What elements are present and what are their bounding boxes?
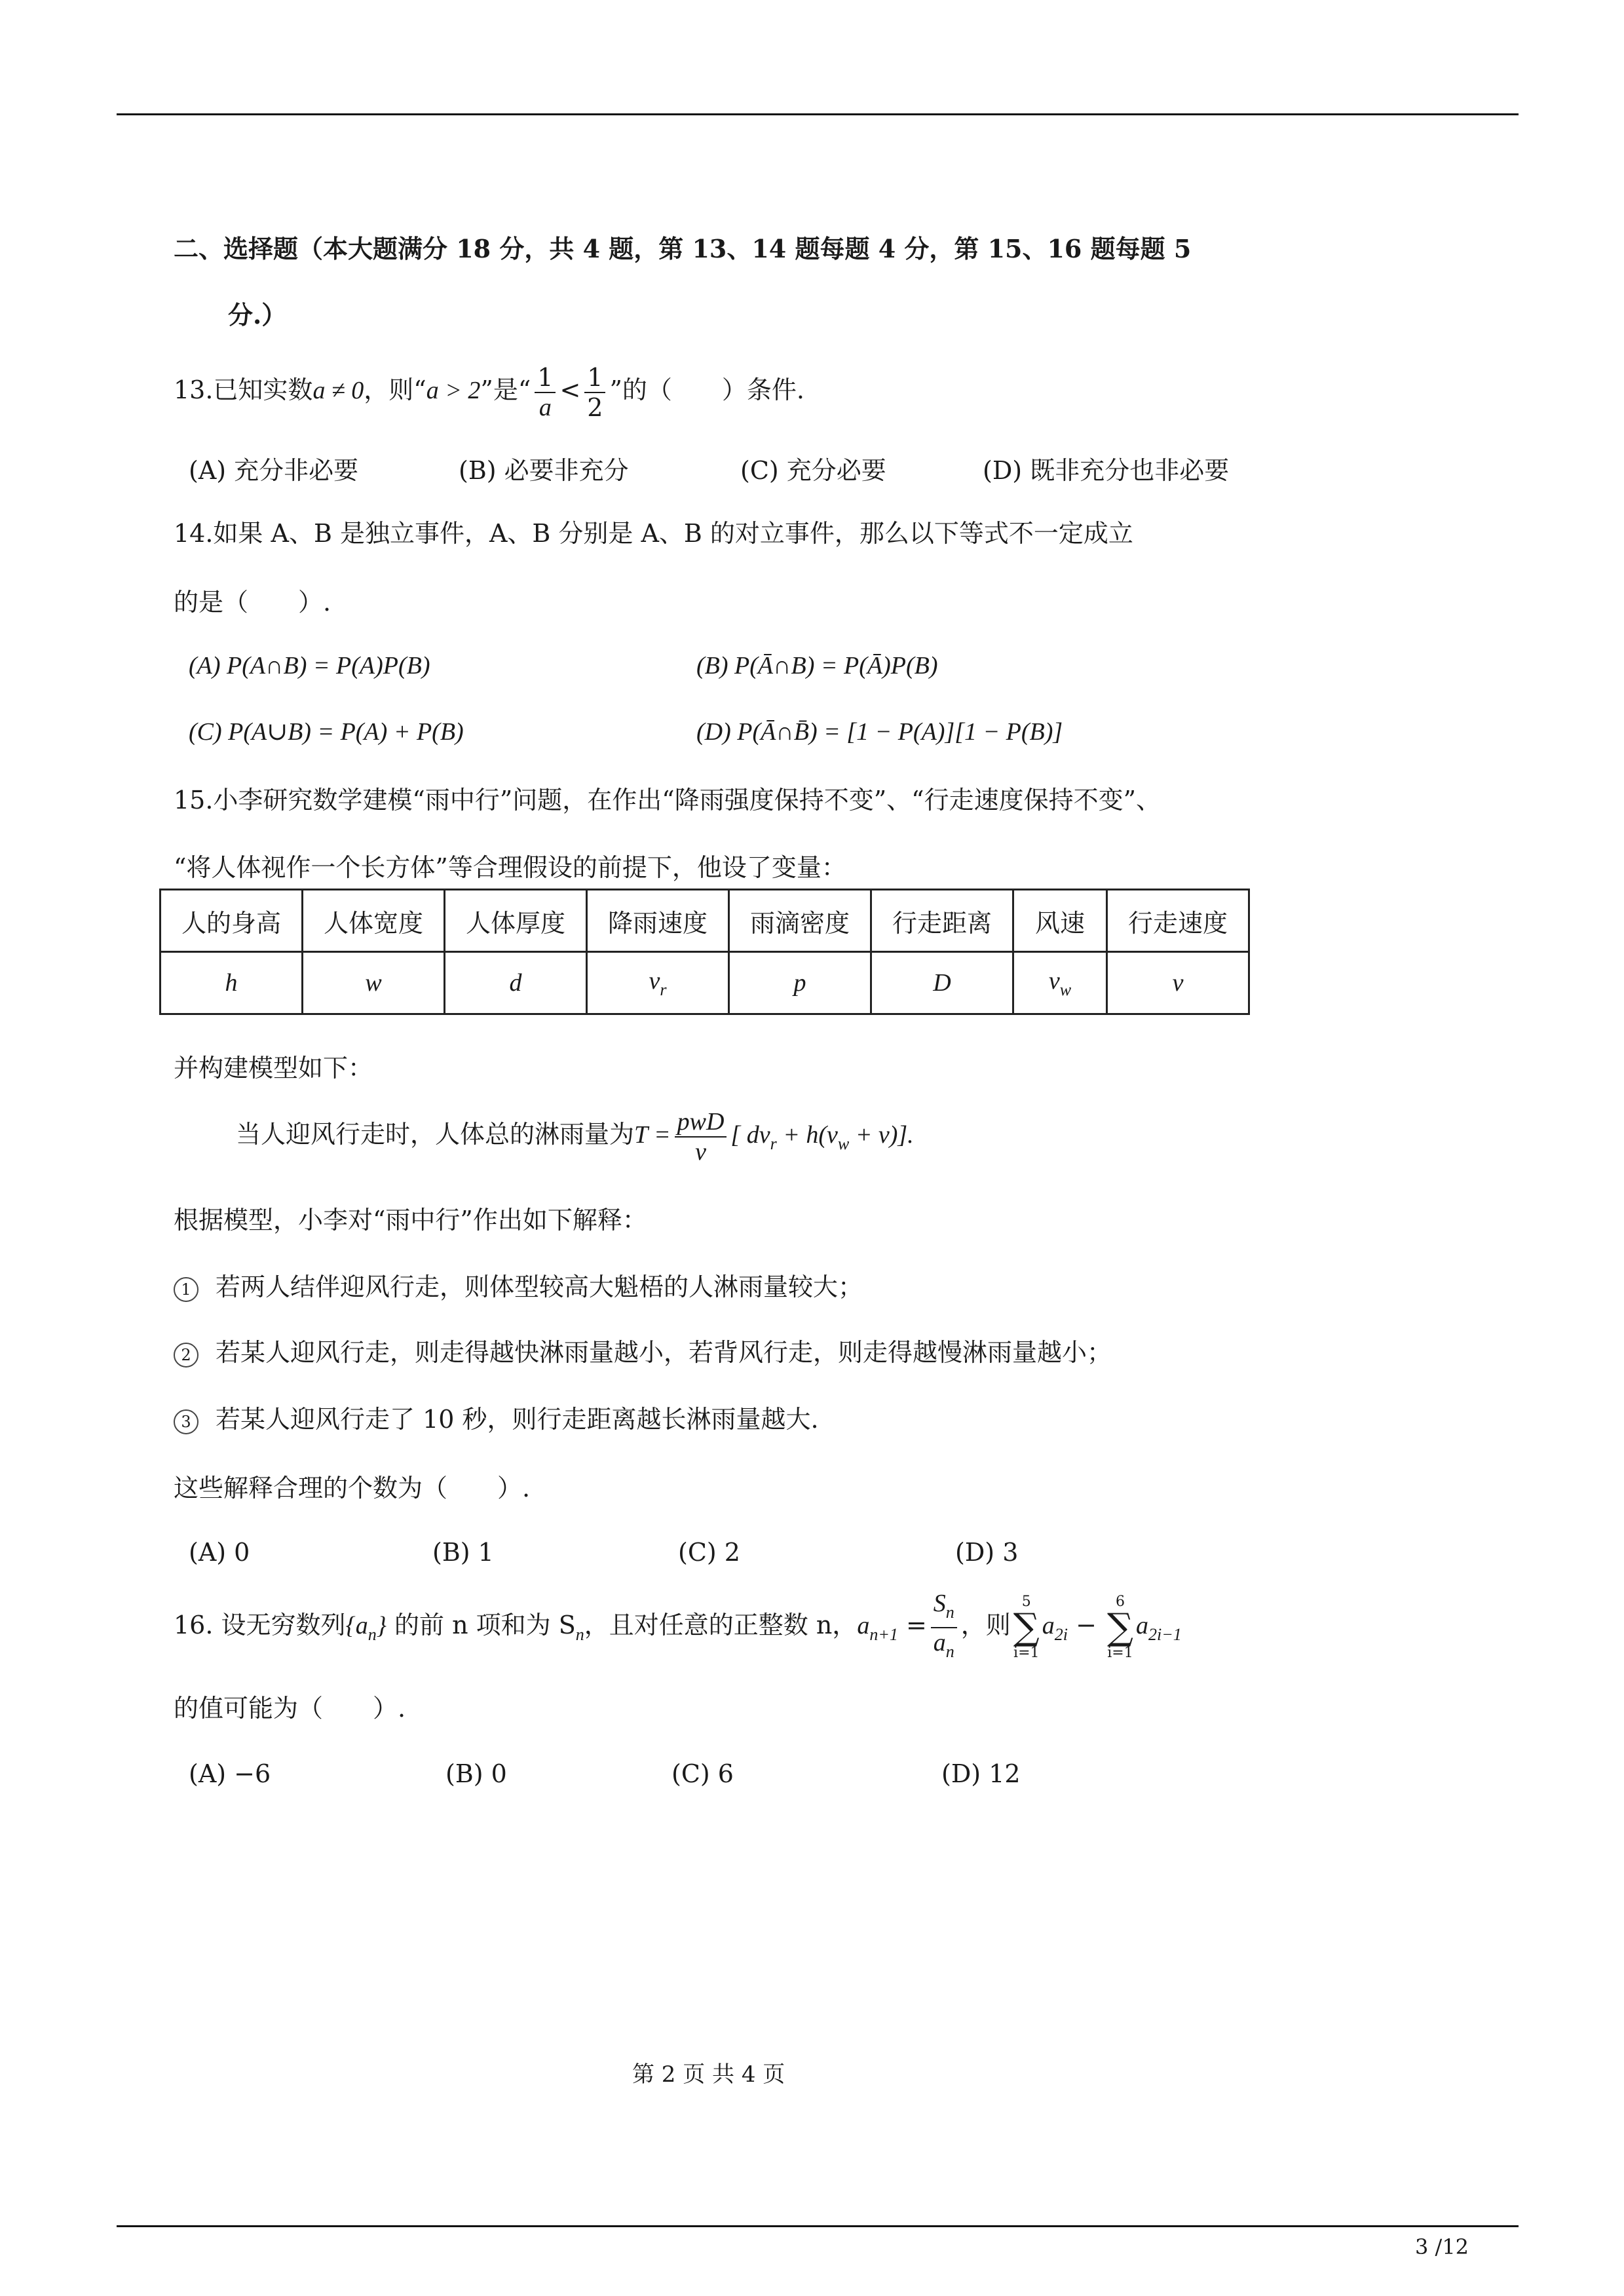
page-label: 第 2 页 共 4 页 <box>632 2061 785 2088</box>
table-symbol-cell: w <box>303 952 445 1014</box>
page-counter: 3 /12 <box>1415 2234 1469 2259</box>
explain-item-1: 1 若两人结伴迎风行走，则体型较高大魁梧的人淋雨量较大； <box>174 1271 863 1303</box>
q15-stem-line2: “将人体视作一个长方体”等合理假设的前提下，他设了变量： <box>174 853 846 882</box>
table-row <box>161 890 1249 952</box>
q13-option-a: (A) 充分非必要 <box>189 456 359 485</box>
table-header-cell: 人的身高 <box>161 890 303 952</box>
q16-stem-line2: 的值可能为（ ）. <box>174 1694 406 1723</box>
q13-frac-1: $\frac{1}{a}$ <box>535 363 556 422</box>
q15-option-b: (B) 1 <box>432 1538 494 1567</box>
q16-option-d: (D) 12 <box>941 1759 1021 1788</box>
table-symbol-cell: d <box>445 952 587 1014</box>
q13-option-b: (B) 必要非充分 <box>459 456 629 485</box>
q15-option-d: (D) 3 <box>955 1538 1019 1567</box>
sum-symbol-2: 6 ∑ i=1 <box>1107 1593 1133 1661</box>
q13-option-c: (C) 充分必要 <box>740 456 886 485</box>
table-header-cell: 雨滴密度 <box>729 890 871 952</box>
model-intro: 并构建模型如下： <box>174 1054 373 1082</box>
circled-number: 2 <box>174 1343 198 1368</box>
table-symbol-cell: p <box>729 952 871 1014</box>
section-heading-line1: 二、选择题（本大题满分 18 分，共 4 题，第 13、14 题每题 4 分，第 15、16 题每题 5 <box>174 234 1192 263</box>
table-symbol-cell: D <box>871 952 1013 1014</box>
q14-stem-line1: 14.如果 A、B 是独立事件，A、B 分别是 A、B 的对立事件，那么以下等式不一定成立 <box>174 519 1133 548</box>
model-formula: 当人迎风行走时，人体总的淋雨量为T = $\frac{\text{pwD}}{v}$ [ $dv_r + h(v_w + v)$]. <box>236 1107 914 1166</box>
table-header-cell: 行走距离 <box>871 890 1013 952</box>
q14-stem-line2: 的是（ ）. <box>174 588 331 617</box>
q15-stem-line1: 15.小李研究数学建模“雨中行”问题，在作出“降雨强度保持不变”、“行走速度保持不变”、 <box>174 786 1161 814</box>
table-symbol-cell: $v_r$ <box>587 952 729 1014</box>
top-rule <box>117 113 1519 115</box>
bottom-rule <box>117 2225 1519 2227</box>
table-symbol-cell: $v_w$ <box>1013 952 1107 1014</box>
q14-option-a: (A) P(A∩B) = P(A)P(B) <box>189 652 430 679</box>
q13-stem: 13.已知实数a ≠ 0，则“a > 2”是“ $\frac{1}{a}$ < $\frac{1}{2}$ ”的（ ）条件. <box>174 362 804 422</box>
q15-option-c: (C) 2 <box>678 1538 740 1567</box>
q16-option-a: (A) −6 <box>189 1759 271 1788</box>
q15-option-a: (A) 0 <box>189 1538 250 1567</box>
circled-number: 1 <box>174 1277 198 1302</box>
q15-question: 这些解释合理的个数为（ ）. <box>174 1474 531 1502</box>
circled-number: 3 <box>174 1409 198 1434</box>
q16-option-c: (C) 6 <box>671 1759 734 1788</box>
table-symbol-cell: v <box>1107 952 1249 1014</box>
q13-option-d: (D) 既非充分也非必要 <box>983 456 1230 485</box>
section-heading-line2: 分.） <box>228 300 287 330</box>
sum-symbol-1: 5 ∑ i=1 <box>1013 1593 1040 1661</box>
q14-option-b: (B) P(Ā∩B) = P(Ā)P(B) <box>696 652 938 679</box>
q14-option-d: (D) P(Ā∩B̄) = [1 − P(A)][1 − P(B)] <box>696 718 1063 746</box>
q16-frac: $\frac{S_n}{a_n}$ <box>931 1589 957 1666</box>
explain-item-3: 3 若某人迎风行走了 10 秒，则行走距离越长淋雨量越大. <box>174 1404 819 1435</box>
variables-table <box>159 889 1250 1015</box>
q16-option-b: (B) 0 <box>445 1759 507 1788</box>
q13-frac-2: $\frac{1}{2}$ <box>584 363 605 422</box>
explain-item-2: 2 若某人迎风行走，则走得越快淋雨量越小，若背风行走，则走得越慢淋雨量越小； <box>174 1337 1112 1368</box>
q16-stem-line1: 16. 设无穷数列$\{a_n\}$ 的前 n 项和为 $S_n$，且对任意的正整数 n，$a_{n+1}$ = $\frac{S_n}{a_n}$ ，则 5 ∑ i=1 $a_{2i}$ − 6 ∑ i=1 $a_{2i-1}$ <box>174 1586 1182 1674</box>
table-header-cell: 人体厚度 <box>445 890 587 952</box>
table-symbol-cell: h <box>161 952 303 1014</box>
q14-option-c: (C) P(A∪B) = P(A) + P(B) <box>189 718 464 746</box>
table-row <box>161 952 1249 1014</box>
table-header-cell: 降雨速度 <box>587 890 729 952</box>
explain-intro: 根据模型，小李对“雨中行”作出如下解释： <box>174 1206 647 1234</box>
table-header-cell: 人体宽度 <box>303 890 445 952</box>
model-frac: $\frac{\text{pwD}}{v}$ <box>675 1107 727 1166</box>
table-header-cell: 行走速度 <box>1107 890 1249 952</box>
table-header-cell: 风速 <box>1013 890 1107 952</box>
